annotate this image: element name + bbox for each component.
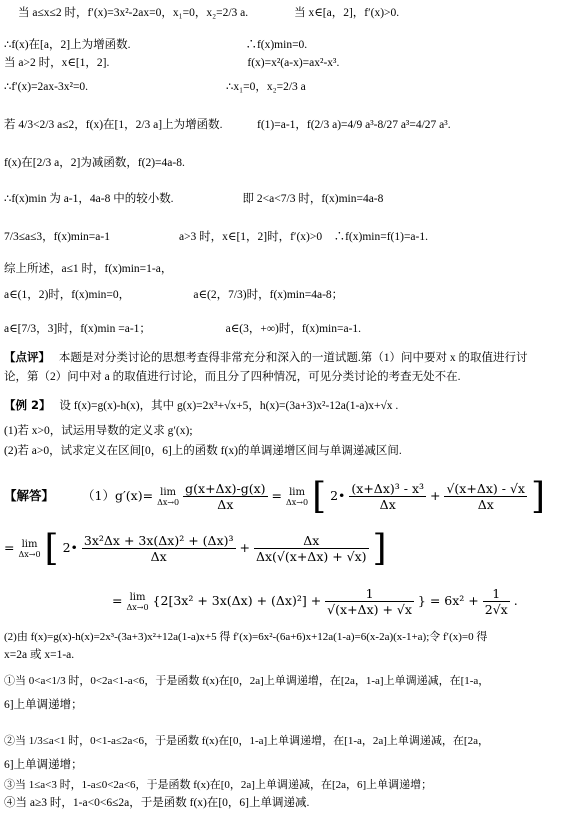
fraction-5	[254, 533, 369, 564]
case-1-line-2: 6]上单调递增；	[4, 699, 83, 711]
eq3-tail: } = 6x² +	[417, 593, 479, 608]
fraction-1	[183, 481, 267, 512]
text-line: ∴f(x)min 为 a-1，4a-8 中的较小数. 即 2<a<7/3 时，f(x)min=4a-8	[4, 193, 384, 205]
example-line	[4, 398, 398, 414]
fraction-numerator: g(x+Δx)-g(x)	[185, 481, 266, 496]
fraction-3	[444, 481, 527, 512]
fraction-numerator: 1	[483, 586, 510, 602]
fraction-denominator: Δx	[379, 497, 396, 512]
coef-two: 2•	[330, 488, 346, 503]
question-1: (1)若 x>0，试运用导数的定义求 g′(x);	[4, 425, 193, 437]
limit-1	[157, 487, 179, 507]
part2-line-2: x=2a 或 x=1-a.	[4, 649, 75, 661]
text-line: 综上所述，a≤1 时，f(x)min=1-a，	[4, 263, 173, 275]
bracket-left: [	[44, 528, 59, 569]
example-text: 设 f(x)=g(x)-h(x)，其中 g(x)=2x³+√x+5，h(x)=(3a+3)x²-12a(1-a)x+√x .	[59, 400, 399, 412]
eq3-body: {2[3x² + 3x(Δx) + (Δx)²] +	[152, 593, 322, 608]
fraction-numerator: 3x²Δx + 3x(Δx)² + (Δx)³	[83, 533, 234, 548]
fraction-denominator: Δx	[217, 497, 234, 512]
bracket-right: ]	[372, 528, 387, 569]
fraction-6	[325, 586, 414, 617]
equals: =	[4, 540, 15, 555]
text-line: a∈(1，2)时，f(x)min=0， a∈(2，7/3)时，f(x)min=4a-8；	[4, 289, 344, 301]
text-line: 当 a>2 时，x∈[1，2]. f(x)=x²(a-x)=ax²-x³.	[4, 57, 340, 69]
comment-text: 本题是对分类讨论的思想考查得非常充分和深入的一道试题.第（1）问中要对 x 的取值进行讨	[58, 352, 528, 364]
answer-label: 【解答】	[4, 488, 55, 503]
fraction-7	[483, 586, 510, 617]
text-line: 7/3≤a≤3，f(x)min=a-1 a>3 时，x∈[1，2]时，f′(x)>0 ∴f(x)min=f(1)=a-1.	[4, 231, 428, 243]
lim-sub: Δx→0	[285, 497, 309, 507]
comment-label: 【点评】	[4, 350, 50, 364]
lim-sub: Δx→0	[126, 602, 149, 612]
bracket-left: [	[312, 476, 327, 517]
fraction-denominator: √(x+Δx) + √x	[327, 602, 412, 617]
case-2-line-1: ②当 1/3≤a<1 时，0<1-a≤2a<6，于是函数 f(x)在[0，1-a]上单调递增，在[1-a，2a]上单调递减，在[2a，	[4, 735, 489, 747]
text-line: a∈[7/3，3]时，f(x)min =a-1； a∈(3，+∞)时，f(x)min=a-1.	[4, 323, 362, 335]
bracket-right: ]	[530, 476, 546, 517]
fraction-4	[82, 533, 236, 564]
lim-sub: Δx→0	[157, 497, 180, 507]
equals: =	[112, 593, 123, 608]
fraction-numerator: (x+Δx)³ - x³	[351, 481, 425, 496]
fraction-denominator: Δx	[477, 497, 494, 512]
text-line: 若 4/3<2/3 a≤2，f(x)在[1，2/3 a]上为增函数. f(1)=a-1，f(2/3 a)=4/9 a³-8/27 a³=4/27 a³.	[4, 119, 451, 131]
equals: =	[271, 488, 282, 503]
equation-2: = lim Δx→0 [ 2• $\frac{\text{3x²Δx + 3x(Δx)² + (Δx)³}}{\Delta x}$ + $\frac{\Delta x}{\Delta x(√(x+\Delta x) + √x)}$ ]	[4, 528, 387, 569]
equation-3: = lim Δx→0 {2[3x² + 3x(Δx) + (Δx)²] + $\frac{1}{√(x+\Delta x) + √x}$ } = 6x² + $\frac{1}{2√x}$ .	[112, 586, 518, 617]
answer-part1: （1）g′(x)=	[82, 488, 154, 503]
fraction-denominator: 2√x	[484, 602, 508, 617]
comment-line-2: 论，第（2）问中对 a 的取值进行讨论，而且分了四种情况，可见分类讨论的考查无处不在.	[4, 371, 461, 383]
text-line: f(x)在[2/3 a，2]为减函数，f(2)=4a-8.	[4, 157, 185, 169]
case-1-line-1: ①当 0<a<1/3 时，0<2a<1-a<6，于是函数 f(x)在[0，2a]上单调递增，在[2a，1-a]上单调递减，在[1-a，	[4, 675, 490, 687]
example-label: 【例 2】	[4, 398, 51, 412]
limit-2	[286, 487, 308, 507]
comment-line	[4, 350, 528, 366]
lim-sub: Δx→0	[18, 549, 41, 559]
lim-text: lim	[21, 538, 38, 550]
fraction-numerator: 1	[325, 586, 414, 602]
limit-4	[126, 592, 148, 612]
part2-line-1: (2)由 f(x)=g(x)-h(x)=2x³-(3a+3)x²+12a(1-a)x+5 得 f′(x)=6x²-(6a+6)x+12a(1-a)=6(x-2a)(x-1+a);令 f′(x)=0 得	[4, 631, 488, 643]
text-line: ∴f′(x)=2ax-3x²=0. ∴x₁=0，x₂=2/3 a	[4, 81, 306, 93]
case-2-line-2: 6]上单调递增；	[4, 759, 83, 771]
text-line: 当 a≤x≤2 时，f′(x)=3x²-2ax=0，x₁=0，x₂=2/3 a. 当 x∈[a，2]，f′(x)>0.	[18, 7, 400, 19]
fraction-denominator: Δx	[150, 549, 167, 564]
equation-1: 【解答】 （1）g′(x)= lim Δx→0 $\frac{g(x+\Delta x)-g(x)}{\Delta x}$ = lim Δx→0 [ 2• $\frac{\text{(x+Δx)³ - x³}}{\Delta x}$ + $\frac{√(x+\Delta x) - √x}{\Delta x}$ ]	[4, 476, 546, 517]
case-3: ③当 1≤a<3 时，1-a≤0<2a<6，于是函数 f(x)在[0，2a]上单调递减，在[2a，6]上单调递增；	[4, 779, 433, 791]
lim-text: lim	[289, 486, 305, 498]
lim-text: lim	[160, 486, 177, 498]
limit-3	[18, 539, 40, 559]
fraction-numerator: √(x+Δx) - √x	[446, 481, 525, 496]
question-2: (2)若 a>0，试求定义在区间[0，6]上的函数 f(x)的单调递增区间与单调递减区间.	[4, 445, 402, 457]
fraction-2	[349, 481, 426, 512]
fraction-numerator: Δx	[254, 533, 369, 549]
coef-two: 2•	[62, 540, 78, 555]
text-line: ∴f(x)在[a，2]上为增函数. ∴f(x)min=0.	[4, 39, 308, 51]
fraction-denominator: Δx(√(x+Δx) + √x)	[255, 549, 367, 564]
lim-text: lim	[129, 591, 146, 603]
case-4: ④当 a≥3 时，1-a<0<6≤2a，于是函数 f(x)在[0，6]上单调递减.	[4, 797, 310, 809]
